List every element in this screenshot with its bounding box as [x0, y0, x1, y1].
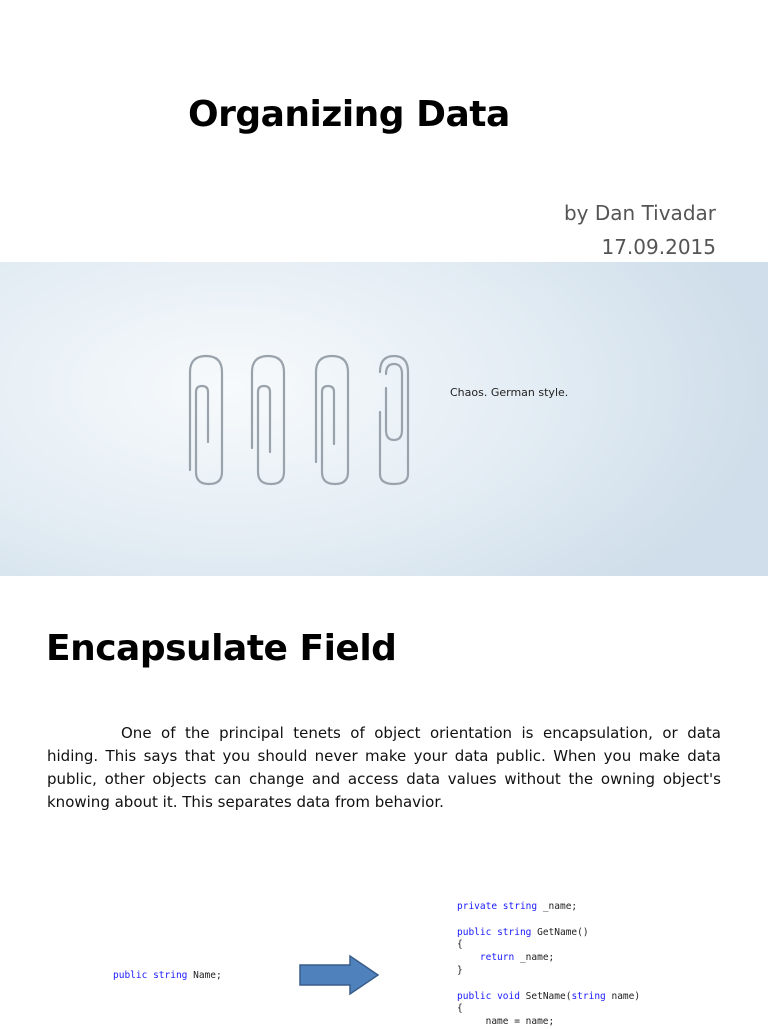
code-keyword: public — [113, 970, 148, 981]
code-text: { — [457, 939, 463, 951]
paperclip-1 — [190, 356, 222, 484]
title-slide — [0, 0, 768, 262]
body-paragraph — [47, 722, 721, 814]
code-keyword: string — [153, 970, 188, 981]
code-text: GetName() — [531, 926, 589, 938]
code-keyword: public — [457, 926, 492, 938]
code-text: _name; — [514, 952, 555, 964]
code-text: SetName( — [519, 990, 572, 1002]
paperclips-illustration — [180, 352, 420, 492]
code-keyword: void — [497, 990, 520, 1002]
code-text: name) — [605, 990, 641, 1002]
code-after — [457, 901, 640, 1029]
code-keyword: private — [457, 901, 498, 912]
body-paragraph-text: One of the principal tenets of object orientation is encapsulation, or data hiding. This says that you should never make your data public. When you make data public, other objects can change and access data values without the owning object's knowing about it. This separates data from behavior. — [47, 724, 721, 811]
code-text: _name; — [537, 901, 578, 912]
paperclip-3 — [316, 356, 348, 484]
presentation-date: 17.09.2015 — [601, 235, 716, 259]
section-title: Encapsulate Field — [46, 628, 397, 669]
code-text: name = name; — [485, 1016, 555, 1028]
paperclip-slide — [0, 262, 768, 576]
code-text: } — [457, 964, 463, 976]
slide-title: Organizing Data — [188, 94, 510, 135]
code-text: Name; — [187, 970, 222, 981]
code-keyword: public — [457, 990, 492, 1002]
code-text: { — [457, 1003, 463, 1015]
photo-caption: Chaos. German style. — [450, 386, 569, 399]
code-before — [113, 970, 222, 981]
right-arrow-icon — [298, 954, 380, 996]
paperclip-2 — [252, 356, 284, 484]
code-keyword: string — [571, 990, 606, 1002]
code-keyword: return — [479, 952, 515, 964]
code-keyword: string — [497, 926, 532, 938]
author-name: by Dan Tivadar — [563, 201, 716, 225]
paperclip-4 — [380, 356, 408, 484]
author-block — [564, 196, 716, 264]
code-keyword: string — [502, 901, 538, 912]
